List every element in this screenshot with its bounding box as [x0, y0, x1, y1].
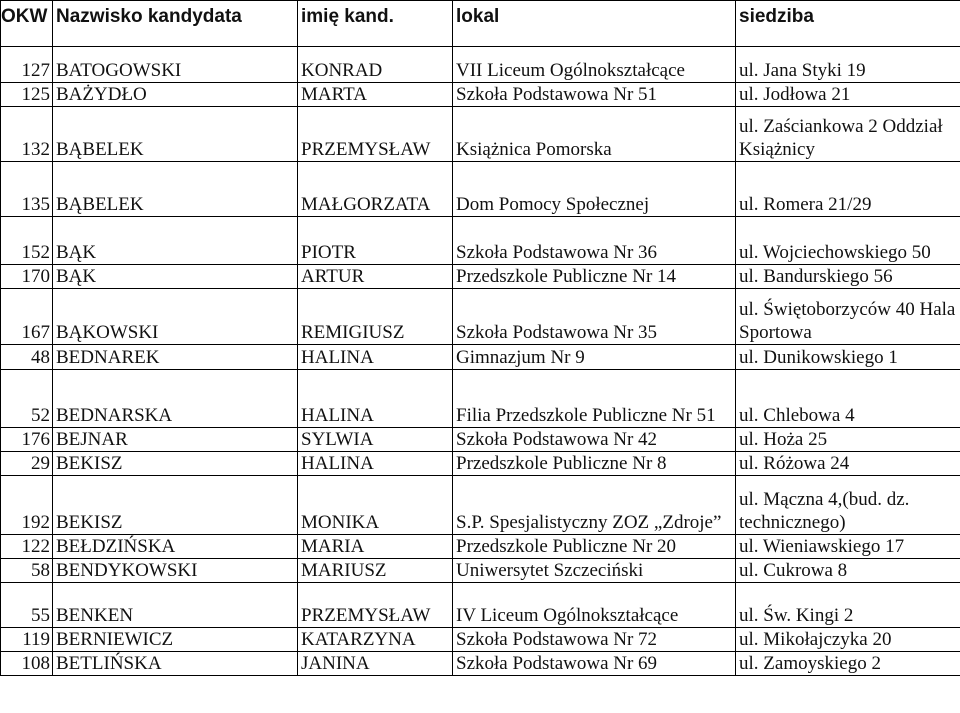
address: ul. Mączna 4,(bud. dz. technicznego)	[736, 476, 960, 535]
header-okw: OKW	[1, 1, 53, 47]
header-siedziba: siedziba	[736, 1, 960, 47]
okw-number: 55	[1, 583, 53, 628]
address: ul. Wojciechowskiego 50	[736, 217, 960, 265]
polling-place: Przedszkole Publiczne Nr 20	[453, 535, 736, 559]
table-row	[1, 162, 960, 217]
okw-number: 152	[1, 217, 53, 265]
candidate-surname: BERNIEWICZ	[53, 628, 298, 652]
candidate-first-name: HALINA	[298, 370, 453, 428]
address: ul. Dunikowskiego 1	[736, 345, 960, 370]
okw-number: 125	[1, 83, 53, 107]
candidate-surname: BĄBELEK	[53, 162, 298, 217]
header-nazwisko: Nazwisko kandydata	[53, 1, 298, 47]
candidate-first-name: ARTUR	[298, 265, 453, 289]
polling-place: Szkoła Podstawowa Nr 42	[453, 428, 736, 452]
address: ul. Mikołajczyka 20	[736, 628, 960, 652]
table-row	[1, 370, 960, 428]
candidate-surname: BATOGOWSKI	[53, 47, 298, 83]
table-row	[1, 345, 960, 370]
polling-place: Książnica Pomorska	[453, 107, 736, 162]
table-row	[1, 628, 960, 652]
candidate-surname: BENDYKOWSKI	[53, 559, 298, 583]
okw-number: 167	[1, 289, 53, 345]
table-row	[1, 476, 960, 535]
polling-place: Uniwersytet Szczeciński	[453, 559, 736, 583]
candidate-first-name: MONIKA	[298, 476, 453, 535]
table-row	[1, 47, 960, 83]
polling-place: Szkoła Podstawowa Nr 69	[453, 652, 736, 676]
candidate-first-name: REMIGIUSZ	[298, 289, 453, 345]
okw-number: 108	[1, 652, 53, 676]
candidate-first-name: PRZEMYSŁAW	[298, 583, 453, 628]
table-row	[1, 265, 960, 289]
okw-number: 29	[1, 452, 53, 476]
address: ul. Jana Styki 19	[736, 47, 960, 83]
candidate-surname: BEJNAR	[53, 428, 298, 452]
candidate-first-name: MARTA	[298, 83, 453, 107]
address: ul. Wieniawskiego 17	[736, 535, 960, 559]
table-row	[1, 83, 960, 107]
candidate-surname: BAŻYDŁO	[53, 83, 298, 107]
address: ul. Zamoyskiego 2	[736, 652, 960, 676]
address: ul. Św. Kingi 2	[736, 583, 960, 628]
header-lokal: lokal	[453, 1, 736, 47]
candidate-surname: BĄBELEK	[53, 107, 298, 162]
okw-number: 135	[1, 162, 53, 217]
candidate-surname: BEKISZ	[53, 452, 298, 476]
okw-number: 52	[1, 370, 53, 428]
okw-number: 176	[1, 428, 53, 452]
candidate-first-name: SYLWIA	[298, 428, 453, 452]
okw-number: 48	[1, 345, 53, 370]
okw-number: 192	[1, 476, 53, 535]
candidate-first-name: PIOTR	[298, 217, 453, 265]
candidate-first-name: JANINA	[298, 652, 453, 676]
candidate-surname: BETLIŃSKA	[53, 652, 298, 676]
polling-place: Przedszkole Publiczne Nr 8	[453, 452, 736, 476]
address: ul. Jodłowa 21	[736, 83, 960, 107]
polling-place: Szkoła Podstawowa Nr 72	[453, 628, 736, 652]
candidate-surname: BEŁDZIŃSKA	[53, 535, 298, 559]
candidate-first-name: PRZEMYSŁAW	[298, 107, 453, 162]
okw-number: 58	[1, 559, 53, 583]
okw-number: 119	[1, 628, 53, 652]
polling-place: Filia Przedszkole Publiczne Nr 51	[453, 370, 736, 428]
table-row	[1, 652, 960, 676]
table-row	[1, 289, 960, 345]
okw-number: 132	[1, 107, 53, 162]
polling-place: Przedszkole Publiczne Nr 14	[453, 265, 736, 289]
address: ul. Hoża 25	[736, 428, 960, 452]
candidate-surname: BEDNAREK	[53, 345, 298, 370]
okw-number: 122	[1, 535, 53, 559]
candidate-first-name: KONRAD	[298, 47, 453, 83]
polling-place: Gimnazjum Nr 9	[453, 345, 736, 370]
table-row	[1, 107, 960, 162]
candidate-surname: BĄK	[53, 265, 298, 289]
polling-place: Dom Pomocy Społecznej	[453, 162, 736, 217]
header-row	[1, 1, 960, 47]
polling-place: Szkoła Podstawowa Nr 35	[453, 289, 736, 345]
candidate-surname: BĄKOWSKI	[53, 289, 298, 345]
candidate-first-name: MARIUSZ	[298, 559, 453, 583]
table-row	[1, 217, 960, 265]
candidate-surname: BEDNARSKA	[53, 370, 298, 428]
address: ul. Świętoborzyców 40 Hala Sportowa	[736, 289, 960, 345]
polling-place: IV Liceum Ogólnokształcące	[453, 583, 736, 628]
address: ul. Romera 21/29	[736, 162, 960, 217]
candidate-surname: BĄK	[53, 217, 298, 265]
okw-number: 170	[1, 265, 53, 289]
polling-place: Szkoła Podstawowa Nr 51	[453, 83, 736, 107]
table-row	[1, 428, 960, 452]
address: ul. Bandurskiego 56	[736, 265, 960, 289]
candidate-first-name: MAŁGORZATA	[298, 162, 453, 217]
okw-number: 127	[1, 47, 53, 83]
candidate-first-name: HALINA	[298, 345, 453, 370]
header-imie: imię kand.	[298, 1, 453, 47]
table-row	[1, 583, 960, 628]
candidate-surname: BENKEN	[53, 583, 298, 628]
address: ul. Różowa 24	[736, 452, 960, 476]
address: ul. Zaściankowa 2 Oddział Książnicy	[736, 107, 960, 162]
candidate-first-name: HALINA	[298, 452, 453, 476]
candidate-surname: BEKISZ	[53, 476, 298, 535]
address: ul. Chlebowa 4	[736, 370, 960, 428]
polling-place: VII Liceum Ogólnokształcące	[453, 47, 736, 83]
candidate-first-name: MARIA	[298, 535, 453, 559]
polling-place: Szkoła Podstawowa Nr 36	[453, 217, 736, 265]
table-row	[1, 559, 960, 583]
table-row	[1, 452, 960, 476]
address: ul. Cukrowa 8	[736, 559, 960, 583]
candidate-first-name: KATARZYNA	[298, 628, 453, 652]
polling-place: S.P. Spesjalistyczny ZOZ „Zdroje”	[453, 476, 736, 535]
table-row	[1, 535, 960, 559]
